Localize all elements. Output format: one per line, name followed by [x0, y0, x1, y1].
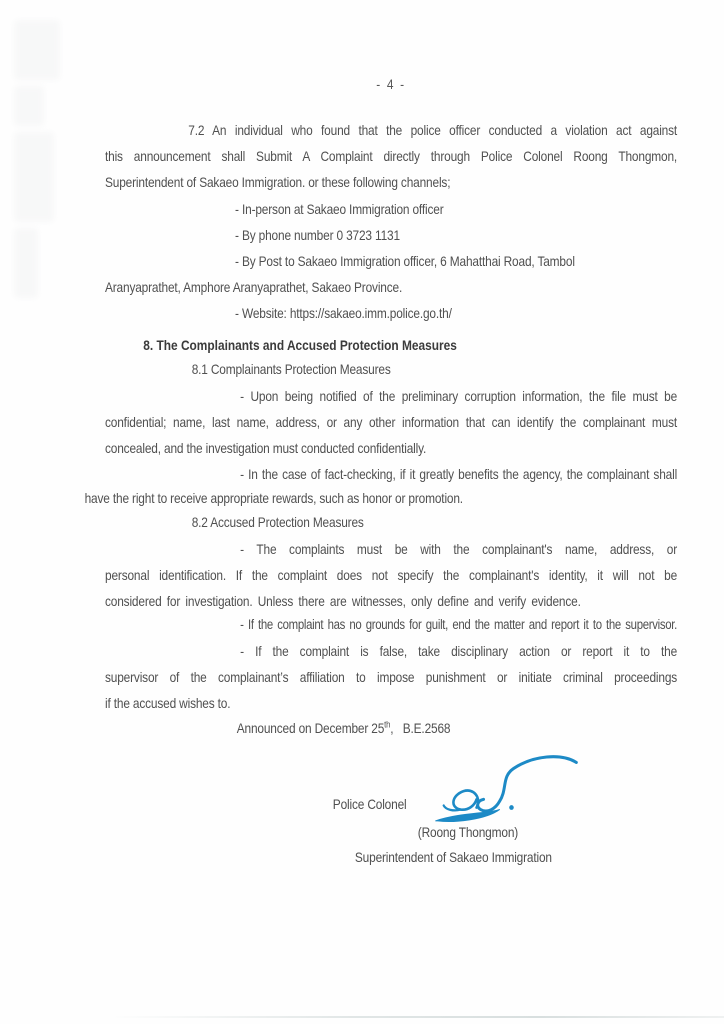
announcement-date-line: [105, 718, 677, 738]
section-8-heading: 8. The Complainants and Accused Protection Measures: [143, 337, 457, 353]
document-line: - In the case of fact-checking, if it greatly benefits the agency, the complainant shall: [240, 466, 678, 482]
document-line: this announcement shall Submit A Complaint directly through Police Colonel Roong Thongmon,: [105, 148, 678, 164]
page-number: - 4 -: [376, 76, 406, 92]
document-line: - If the complaint is false, take disciplinary action or report it to the: [240, 643, 678, 659]
document-line: 7.2 An individual who found that the police officer conducted a violation act against: [188, 122, 678, 138]
document-line: Aranyaprathet, Amphore Aranyaprathet, Sakaeo Province.: [105, 279, 403, 295]
document-line-channel-inperson: - In-person at Sakaeo Immigration officer: [235, 201, 444, 217]
document-line: if the accused wishes to.: [105, 695, 231, 711]
signature-ink: [430, 746, 580, 826]
announcement-date-suffix: , B.E.2568: [390, 720, 451, 736]
document-line: personal identification. If the complaint does not specify the complainant's identity, it will not be: [105, 567, 678, 583]
announcement-date-prefix: Announced on December 25: [236, 720, 385, 736]
signer-name: (Roong Thongmon): [417, 824, 519, 840]
signer-rank-label: Police Colonel: [332, 796, 407, 812]
signature-icon: [430, 746, 580, 826]
document-line: - The complaints must be with the complainant's name, address, or: [240, 541, 678, 557]
signer-title: Superintendent of Sakaeo Immigration: [354, 849, 552, 865]
document-line: supervisor of the complainant’s affiliation to impose punishment or initiate criminal proceedings: [105, 669, 678, 685]
document-text-column: [84, 0, 678, 1024]
scan-bleed-artifact: [6, 14, 86, 344]
section-8-2-heading: 8.2 Accused Protection Measures: [191, 514, 364, 530]
document-line: have the right to receive appropriate rewards, such as honor or promotion.: [84, 490, 463, 506]
document-line: Superintendent of Sakaeo Immigration. or these following channels;: [105, 174, 451, 190]
document-line: confidential; name, last name, address, or any other information that can identify the complainant must: [105, 414, 678, 430]
document-line: concealed, and the investigation must conducted confidentially.: [105, 440, 427, 456]
signature-dot: [509, 805, 514, 810]
document-line: - If the complaint has no grounds for guilt, end the matter and report it to the supervisor.: [240, 617, 678, 632]
ordinal-suffix: th: [384, 719, 391, 730]
document-line: - Upon being notified of the preliminary corruption information, the file must be: [240, 388, 678, 404]
document-line-channel-phone: - By phone number 0 3723 1131: [235, 227, 400, 243]
document-line-channel-post: - By Post to Sakaeo Immigration officer, 6 Mahatthai Road, Tambol: [235, 253, 575, 269]
section-8-1-heading: 8.1 Complainants Protection Measures: [191, 361, 391, 377]
document-line-channel-website: - Website: https://sakaeo.imm.police.go.th/: [235, 305, 452, 321]
document-line: considered for investigation. Unless there are witnesses, only define and verify evidence.: [105, 593, 581, 609]
